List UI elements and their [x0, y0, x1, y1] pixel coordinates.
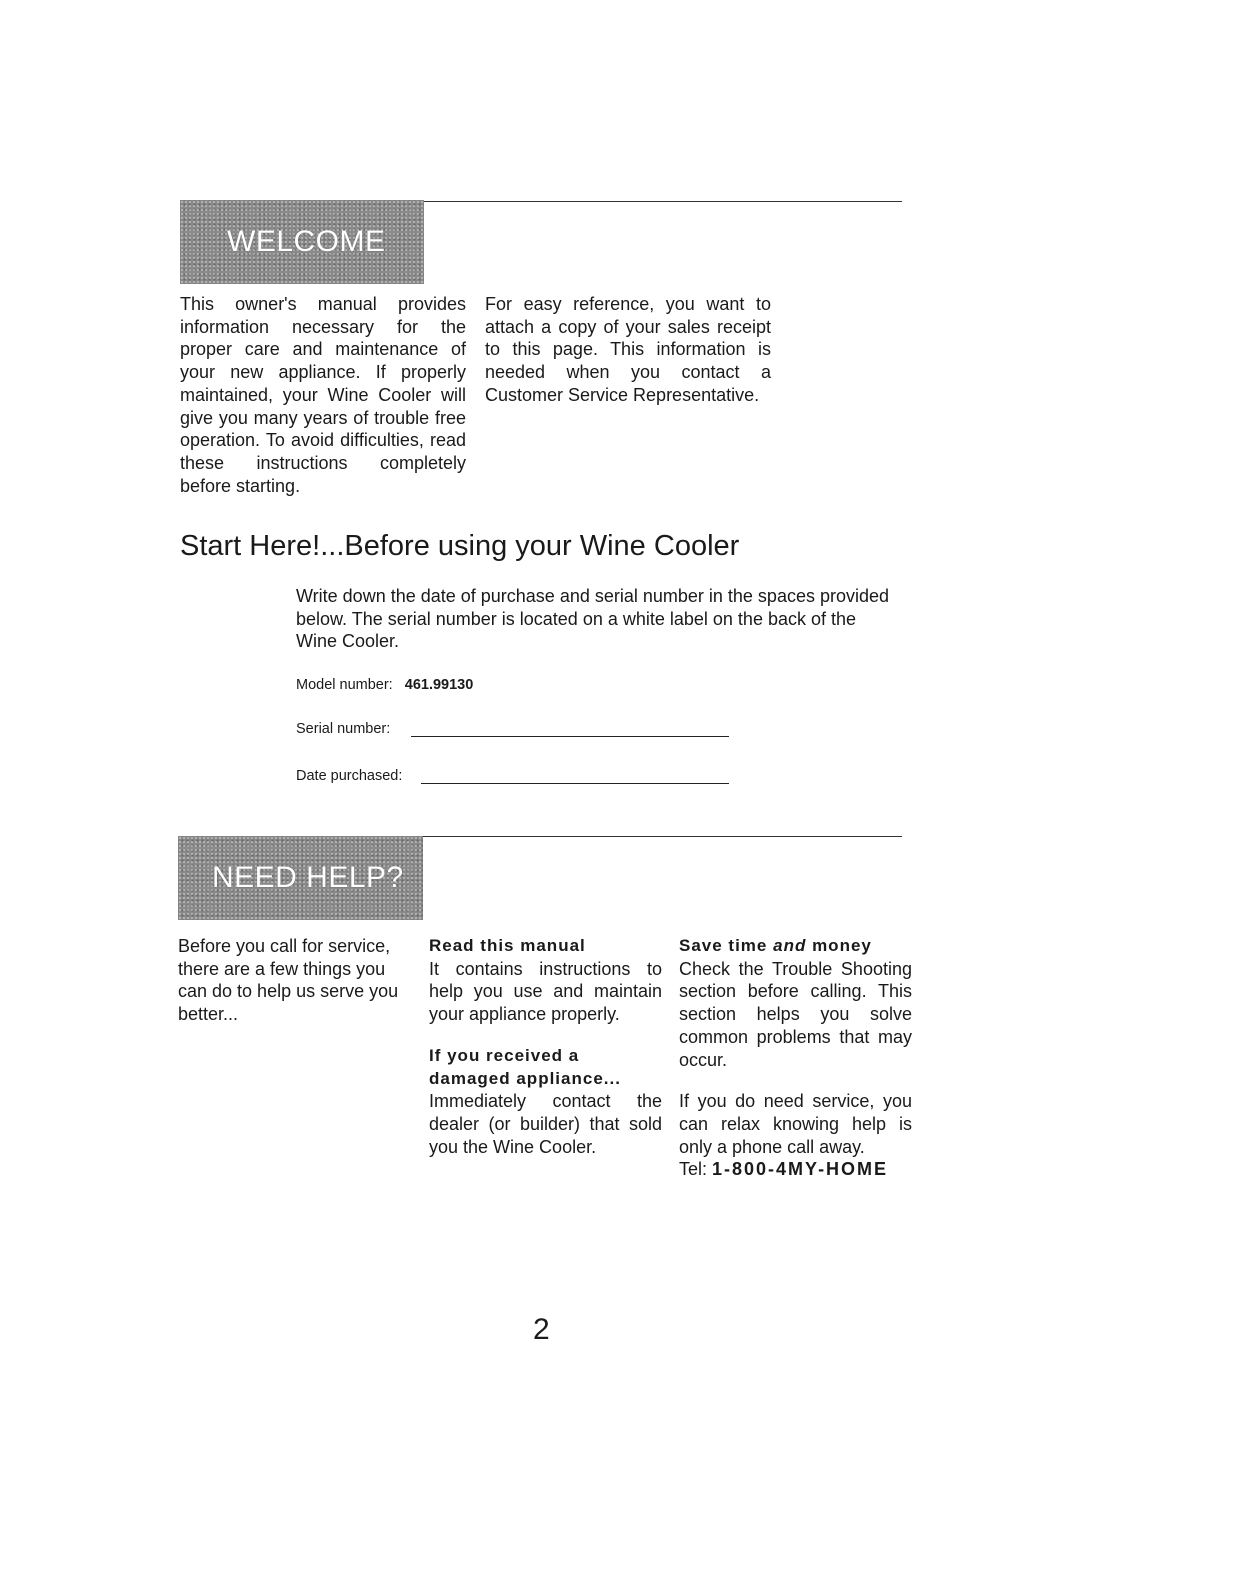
telephone-number: 1-800-4MY-HOME	[712, 1159, 889, 1180]
start-intro: Write down the date of purchase and serial number in the spaces provided below. The serial number is located on a white label on the back of the Wine Cooler.	[296, 586, 890, 652]
need-help-rule	[423, 836, 902, 837]
date-purchased-label: Date purchased:	[296, 768, 403, 784]
welcome-rule	[424, 201, 902, 202]
model-number-label: Model number:	[296, 677, 393, 693]
serial-number-label: Serial number:	[296, 721, 391, 737]
date-purchased-field[interactable]	[421, 783, 729, 784]
need-help-banner-label: NEED HELP?	[212, 861, 404, 894]
serial-number-field[interactable]	[411, 736, 729, 737]
damaged-appliance-heading: If you received a damaged appliance...	[429, 1045, 621, 1088]
telephone-row	[679, 1158, 912, 1181]
welcome-col-1: This owner's manual provides information necessary for the proper care and maintenance of your new appliance. If properly maintained, your Wine Cooler will give you many years of trouble free operation. To avoid difficulties, read these instructions completely before starting.	[180, 294, 466, 496]
welcome-col-2: For easy reference, you want to attach a copy of your sales receipt to this page. This information is needed when you contact a Customer Service Representative.	[485, 294, 771, 405]
welcome-banner-label: WELCOME	[227, 225, 386, 258]
save-time-heading-part2: money	[806, 936, 872, 955]
need-help-banner	[178, 836, 423, 920]
page-number: 2	[533, 1313, 550, 1346]
help-col-2	[429, 935, 662, 1158]
damaged-appliance-body: Immediately contact the dealer (or builder) that sold you the Wine Cooler.	[429, 1091, 662, 1157]
welcome-banner	[180, 200, 424, 284]
read-manual-body: It contains instructions to help you use and maintain your appliance properly.	[429, 958, 662, 1025]
save-time-heading-and: and	[773, 936, 807, 955]
read-manual-heading: Read this manual	[429, 936, 586, 955]
help-col-1: Before you call for service, there are a few things you can do to help us serve you better...	[178, 936, 399, 1025]
model-number-row	[296, 677, 473, 693]
telephone-label: Tel:	[679, 1159, 713, 1180]
save-time-body: Check the Trouble Shooting section before calling. This section helps you solve common problems that may occur.	[679, 958, 912, 1070]
save-time-heading	[679, 935, 912, 958]
model-number-value: 461.99130	[404, 677, 474, 693]
help-col-3	[679, 935, 912, 1181]
need-service-body: If you do need service, you can relax knowing help is only a phone call away.	[679, 1091, 912, 1157]
start-heading: Start Here!...Before using your Wine Cooler	[180, 530, 740, 562]
save-time-heading-part1: Save time	[679, 936, 774, 955]
